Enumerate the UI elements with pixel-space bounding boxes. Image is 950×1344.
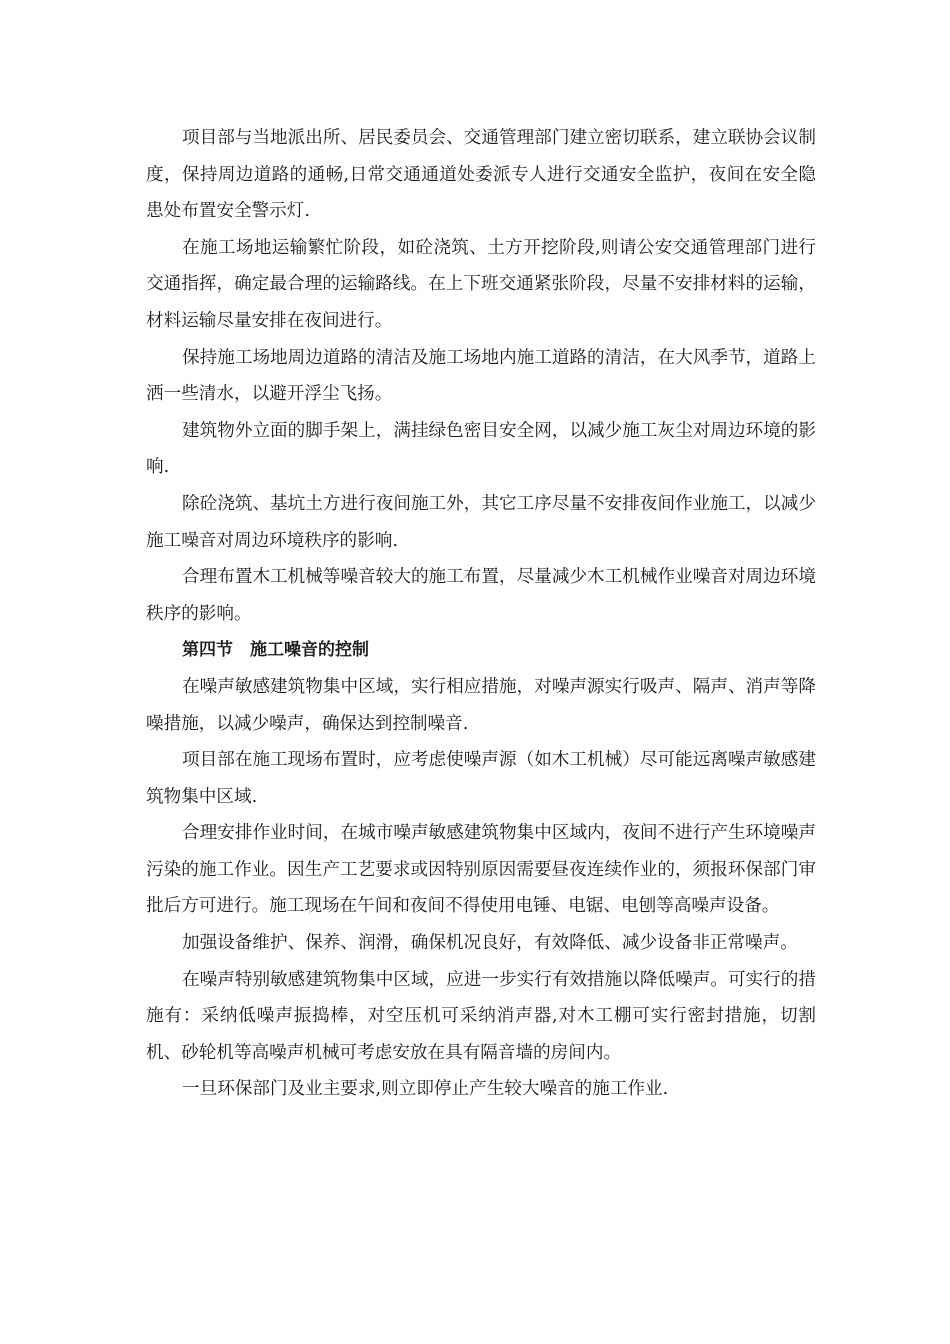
section-heading: 第四节 施工噪音的控制	[182, 640, 369, 661]
paragraph-noise-source-layout: 项目部在施工现场布置时，应考虑使噪声源（如木工机械）尽可能远离噪声敏感建筑物集中区域.	[146, 750, 816, 807]
paragraph-traffic-command: 在施工场地运输繁忙阶段，如砼浇筑、土方开挖阶段,则请公安交通管理部门进行交通指挥，确定最合理的运输路线。在上下班交通紧张阶段，尽量不安排材料的运输，材料运输尽量安排在夜间进行。	[146, 237, 816, 331]
paragraph-road-cleaning: 保持施工场地周边道路的清洁及施工场地内施工道路的清洁，在大风季节，道路上洒一些清水，以避开浮尘飞扬。	[146, 347, 816, 405]
paragraph-work-schedule: 合理安排作业时间，在城市噪声敏感建筑物集中区域内，夜间不进行产生环境噪声污染的施工作业。因生产工艺要求或因特别原因需要昼夜连续作业的，须报环保部门审批后方可进行。施工现场在午间和夜间不得使用电锤、电锯、电刨等高噪声设备。	[146, 823, 816, 917]
paragraph-equipment-maintenance: 加强设备维护、保养、润滑，确保机况良好，有效降低、减少设备非正常噪声。	[182, 933, 798, 954]
paragraph-safety-net: 建筑物外立面的脚手架上，满挂绿色密目安全网，以减少施工灰尘对周边环境的影响.	[146, 420, 816, 478]
paragraph-night-work: 除砼浇筑、基坑土方进行夜间施工外，其它工序尽量不安排夜间作业施工，以减少施工噪音对周边环境秩序的影响.	[146, 493, 816, 551]
document-page	[146, 120, 816, 1108]
paragraph-machine-layout: 合理布置木工机械等噪音较大的施工布置，尽量减少木工机械作业噪音对周边环境秩序的影响。	[146, 567, 816, 624]
paragraph-liaison: 项目部与当地派出所、居民委员会、交通管理部门建立密切联系，建立联协会议制度，保持周边道路的通畅,日常交通通道处委派专人进行交通安全监护，夜间在安全隐患处布置安全警示灯.	[146, 128, 816, 222]
paragraph-stop-work: 一旦环保部门及业主要求,则立即停止产生较大噪音的施工作业.	[182, 1079, 669, 1100]
paragraph-sensitive-area: 在噪声特别敏感建筑物集中区域，应进一步实行有效措施以降低噪声。可实行的措施有：采纳低噪声振捣棒，对空压机可采纳消声器,对木工棚可实行密封措施，切割机、砂轮机等高噪声机械可考虑安放在具有隔音墙的房间内。	[146, 969, 816, 1063]
paragraph-noise-measures: 在噪声敏感建筑物集中区域，实行相应措施，对噪声源实行吸声、隔声、消声等降噪措施，以减少噪声，确保达到控制噪音.	[146, 676, 816, 734]
